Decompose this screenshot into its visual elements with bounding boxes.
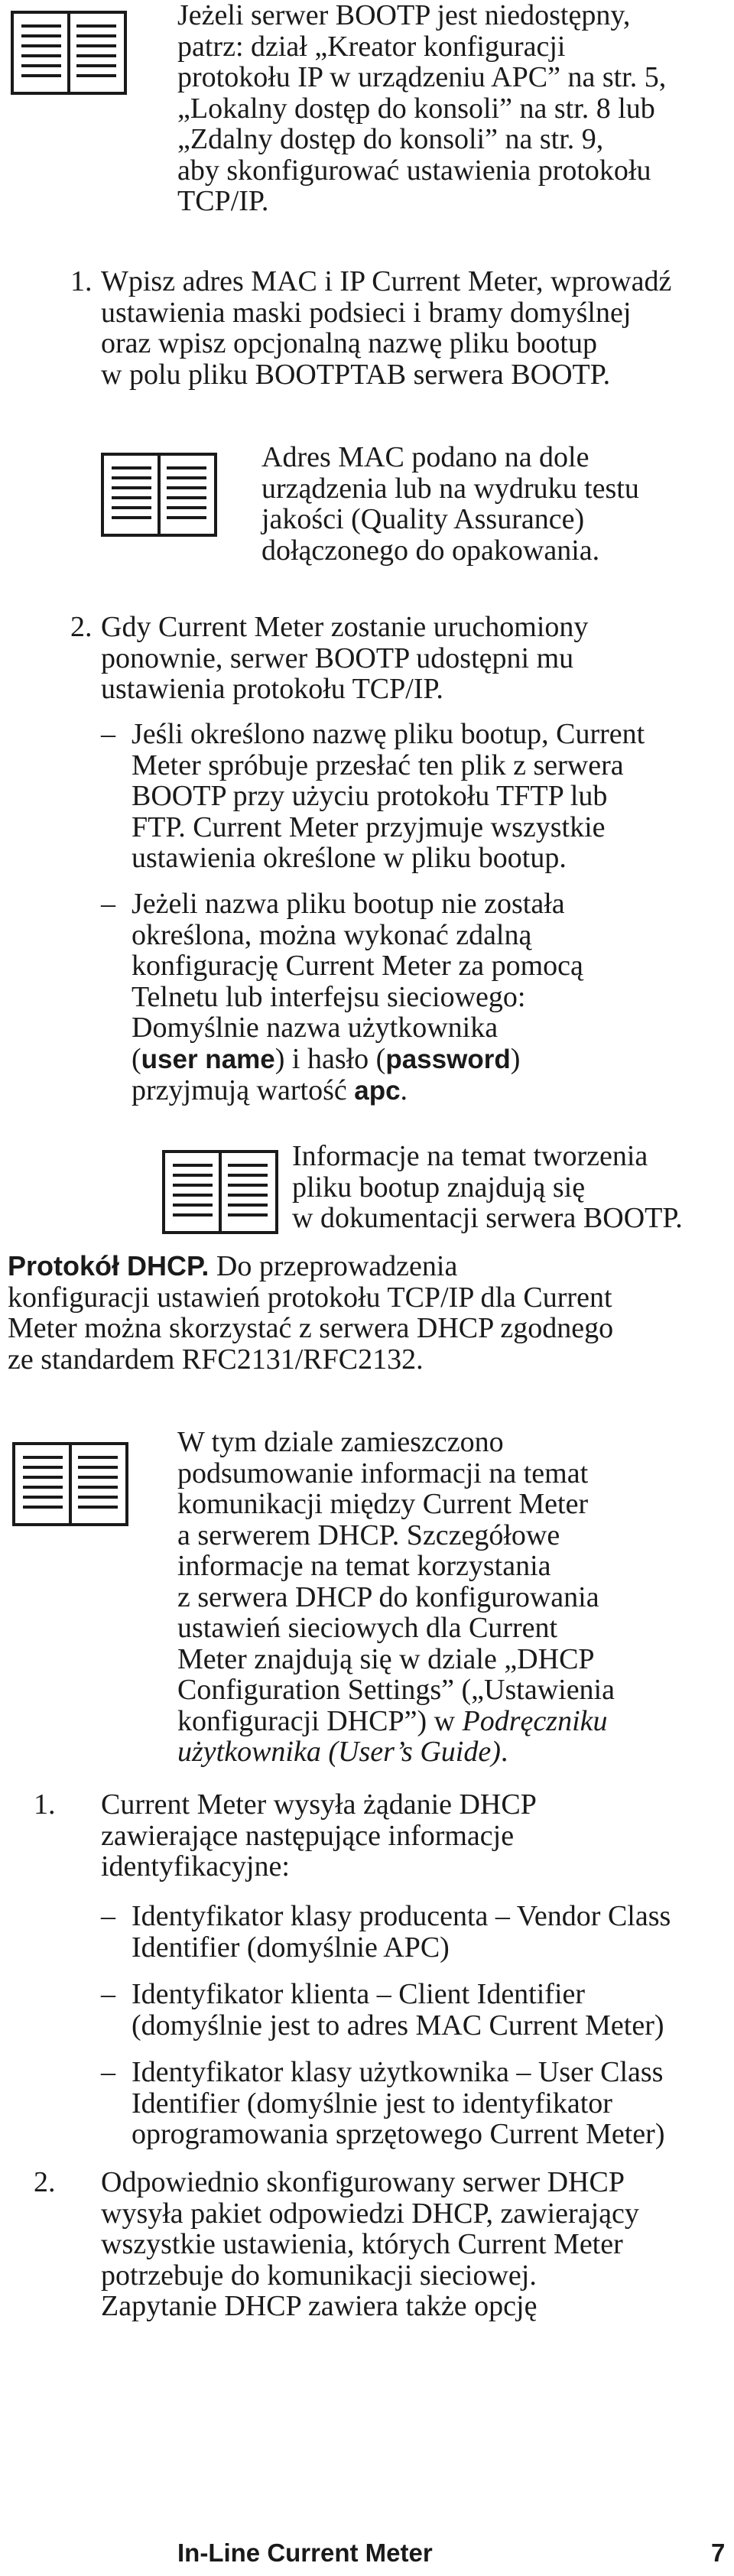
password-label: password: [385, 1044, 511, 1074]
dhcp-step2-text: Odpowiednio skonfigurowany serwer DHCP wysyła pakiet odpowiedzi DHCP, zawierający wszystkie ustawienia, których Current Meter potrzebuje do komunikacji sieciowej. Zapytanie DHCP zawiera także opcję: [101, 2166, 639, 2322]
dhcp-step1-text: Current Meter wysyła żądanie DHCP zawierające następujące informacje identyfikacyjne:: [101, 1788, 537, 1882]
book-icon: [12, 1442, 128, 1526]
book-icon: [162, 1150, 278, 1234]
default-value: apc: [354, 1076, 401, 1106]
step1-note: Adres MAC podano na dole urządzenia lub na wydruku testu jakości (Quality Assurance) dołączonego do opakowania.: [261, 441, 639, 567]
bullet-dash: –: [101, 718, 115, 750]
username-label: user name: [141, 1044, 275, 1074]
bullet-item: Jeżeli nazwa pliku bootup nie została określona, można wykonać zdalną konfigurację Current Meter za pomocą Telnetu lub interfejsu sieciowego: Domyślnie nazwa użytkownika (user name) i hasło (password) przyjmują wartość apc.: [132, 888, 583, 1106]
list-item: Identyfikator klasy producenta – Vendor Class Identifier (domyślnie APC): [132, 1900, 671, 1964]
dhcp-note: W tym dziale zamieszczono podsumowanie informacji na temat komunikacji między Current Meter a serwerem DHCP. Szczegółowe informacje na temat korzystania z serwera DHCP do konfigurowania ustawień sieciowych dla Current Meter znajdują się w dziale „DHCP Configuration Settings” („Ustawienia konfiguracji DHCP”) w Podręczniku użytkownika (User’s Guide).: [177, 1426, 615, 1768]
step-number: 1.: [34, 1788, 56, 1821]
book-icon: [101, 453, 217, 537]
bullet-item: Jeśli określono nazwę pliku bootup, Current Meter spróbuje przesłać ten plik z serwera BOOTP przy użyciu protokołu TFTP lub FTP. Current Meter przyjmuje wszystkie ustawienia określone w pliku bootup.: [132, 718, 645, 874]
list-item: Identyfikator klasy użytkownika – User Class Identifier (domyślnie jest to identyfikator oprogramowania sprzętowego Current Meter): [132, 2056, 665, 2150]
step-number: 2.: [34, 2166, 56, 2198]
step2-note: Informacje na temat tworzenia pliku bootup znajdują się w dokumentacji serwera BOOTP.: [292, 1140, 683, 1234]
footer-title: In-Line Current Meter: [177, 2539, 433, 2567]
step-number: 2.: [70, 611, 93, 643]
step-number: 1.: [70, 265, 93, 297]
page-number: 7: [711, 2539, 726, 2567]
step2-text: Gdy Current Meter zostanie uruchomiony ponownie, serwer BOOTP udostępni mu ustawienia protokołu TCP/IP.: [101, 611, 589, 705]
list-item: Identyfikator klienta – Client Identifier (domyślnie jest to adres MAC Current Meter): [132, 1978, 664, 2042]
step1-text: Wpisz adres MAC i IP Current Meter, wprowadź ustawienia maski podsieci i bramy domyślnej oraz wpisz opcjonalną nazwę pliku bootup w polu pliku BOOTPTAB serwera BOOTP.: [101, 265, 672, 391]
book-icon: [11, 11, 127, 95]
bullet-dash: –: [101, 888, 115, 920]
dhcp-intro: Protokół DHCP. Do przeprowadzenia konfiguracji ustawień protokołu TCP/IP dla Current Meter można skorzystać z serwera DHCP zgodnego ze standardem RFC2131/RFC2132.: [8, 1250, 614, 1376]
bullet-dash: –: [101, 2056, 115, 2088]
bullet-dash: –: [101, 1978, 115, 2010]
intro-note: Jeżeli serwer BOOTP jest niedostępny, patrz: dział „Kreator konfiguracji protokołu IP w urządzeniu APC” na str. 5, „Lokalny dostęp do konsoli” na str. 8 lub „Zdalny dostęp do konsoli” na str. 9, aby skonfigurować ustawienia protokołu TCP/IP.: [177, 0, 667, 217]
section-heading: Protokół DHCP.: [8, 1250, 209, 1282]
bullet-dash: –: [101, 1900, 115, 1932]
